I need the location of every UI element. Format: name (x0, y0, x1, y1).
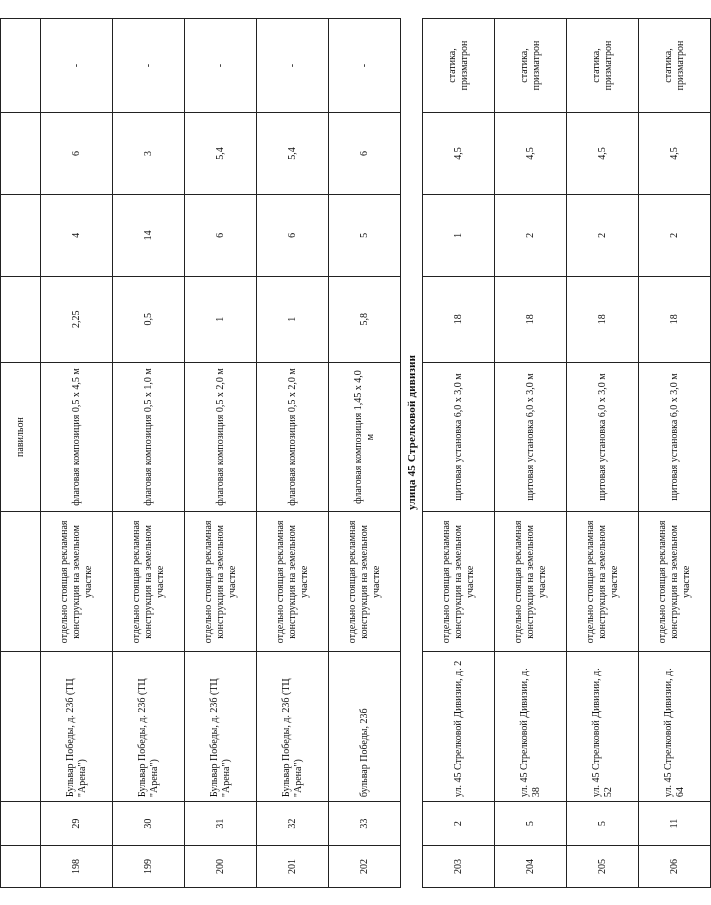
cell-desc: щитовая установка 6,0 х 3,0 м (423, 362, 495, 512)
cell-n: 205 (567, 846, 639, 888)
cell-address: Бульвар Победы, д. 23б (ТЦ "Арена") (113, 652, 185, 802)
table-row-fragment (1, 19, 41, 888)
cell-id: 11 (639, 802, 711, 846)
cell-desc: флаговая композиция 1,45 х 4,0 м (329, 362, 401, 512)
table-body-group-b (423, 19, 711, 888)
cell-n: 198 (41, 846, 113, 888)
cell-type: отдельно стоящая рекламная конструкция на земельном участке (495, 512, 567, 652)
table-row (257, 19, 329, 888)
cell-area: 18 (639, 276, 711, 362)
cell-id: 5 (495, 802, 567, 846)
cell-address: ул. 45 Стрелковой Дивизии, д. 2 (423, 652, 495, 802)
cell-height: 4,5 (423, 113, 495, 195)
cell-count: 2 (495, 194, 567, 276)
cell-kind: - (41, 19, 113, 113)
cell-address: ул. 45 Стрелковой Дивизии, д. 52 (567, 652, 639, 802)
cell-id: 33 (329, 802, 401, 846)
fragment-cell: павильон (1, 362, 41, 512)
cell-address: ул. 45 Стрелковой Дивизии, д. 38 (495, 652, 567, 802)
cell-desc: щитовая установка 6,0 х 3,0 м (639, 362, 711, 512)
cell-area: 5,8 (329, 276, 401, 362)
ad-structures-table (0, 18, 711, 888)
cell-area: 0,5 (113, 276, 185, 362)
cell-kind: статика, призматрон (639, 19, 711, 113)
cell-address: Бульвар Победы, д. 23б (ТЦ "Арена") (185, 652, 257, 802)
cell-count: 5 (329, 194, 401, 276)
cell-kind: - (257, 19, 329, 113)
cell-desc: флаговая композиция 0,5 х 2,0 м (185, 362, 257, 512)
cell-type: отдельно стоящая рекламная конструкция на земельном участке (639, 512, 711, 652)
table-row (113, 19, 185, 888)
cell-count: 6 (257, 194, 329, 276)
cell-desc: флаговая композиция 0,5 х 2,0 м (257, 362, 329, 512)
cell-id: 29 (41, 802, 113, 846)
cell-type: отдельно стоящая рекламная конструкция на земельном участке (185, 512, 257, 652)
cell-area: 1 (257, 276, 329, 362)
cell-height: 4,5 (567, 113, 639, 195)
cell-kind: - (329, 19, 401, 113)
cell-id: 32 (257, 802, 329, 846)
cell-kind: статика, призматрон (423, 19, 495, 113)
cell-count: 4 (41, 194, 113, 276)
table-row (185, 19, 257, 888)
cell-n: 200 (185, 846, 257, 888)
cell-type: отдельно стоящая рекламная конструкция на земельном участке (113, 512, 185, 652)
cell-type: отдельно стоящая рекламная конструкция на земельном участке (329, 512, 401, 652)
cell-count: 2 (567, 194, 639, 276)
cell-desc: флаговая композиция 0,5 х 4,5 м (41, 362, 113, 512)
cell-address: бульвар Победы, 23б (329, 652, 401, 802)
cell-kind: статика, призматрон (495, 19, 567, 113)
cell-area: 18 (567, 276, 639, 362)
cell-area: 18 (423, 276, 495, 362)
cell-address: ул. 45 Стрелковой Дивизии, д. 64 (639, 652, 711, 802)
cell-n: 206 (639, 846, 711, 888)
cell-area: 1 (185, 276, 257, 362)
rotated-table-page (0, 18, 692, 888)
cell-kind: - (113, 19, 185, 113)
cell-id: 2 (423, 802, 495, 846)
table-row (423, 19, 495, 888)
section-title: улица 45 Стрелковой дивизии (401, 19, 423, 512)
cell-n: 199 (113, 846, 185, 888)
cell-height: 6 (329, 113, 401, 195)
cell-area: 2,25 (41, 276, 113, 362)
cell-height: 5,4 (257, 113, 329, 195)
cell-id: 30 (113, 802, 185, 846)
section-header-row (401, 19, 423, 888)
cell-type: отдельно стоящая рекламная конструкция на земельном участке (257, 512, 329, 652)
table-row (495, 19, 567, 888)
cell-type: отдельно стоящая рекламная конструкция на земельном участке (41, 512, 113, 652)
table-row (41, 19, 113, 888)
cell-count: 2 (639, 194, 711, 276)
section-row-group (401, 19, 423, 888)
cell-area: 18 (495, 276, 567, 362)
cell-desc: щитовая установка 6,0 х 3,0 м (567, 362, 639, 512)
cell-type: отдельно стоящая рекламная конструкция на земельном участке (423, 512, 495, 652)
cell-height: 6 (41, 113, 113, 195)
cell-n: 204 (495, 846, 567, 888)
cell-desc: флаговая композиция 0,5 х 1,0 м (113, 362, 185, 512)
cell-address: Бульвар Победы, д. 23б (ТЦ "Арена") (257, 652, 329, 802)
table-row (567, 19, 639, 888)
cell-kind: - (185, 19, 257, 113)
cell-desc: щитовая установка 6,0 х 3,0 м (495, 362, 567, 512)
cell-address: Бульвар Победы, д. 23б (ТЦ "Арена") (41, 652, 113, 802)
cell-id: 31 (185, 802, 257, 846)
table-row (329, 19, 401, 888)
cell-n: 202 (329, 846, 401, 888)
cell-id: 5 (567, 802, 639, 846)
table-row (639, 19, 711, 888)
cell-count: 1 (423, 194, 495, 276)
table-body-group-a (1, 19, 401, 888)
cell-height: 5,4 (185, 113, 257, 195)
cell-count: 6 (185, 194, 257, 276)
cell-height: 3 (113, 113, 185, 195)
cell-kind: статика, призматрон (567, 19, 639, 113)
cell-n: 203 (423, 846, 495, 888)
cell-height: 4,5 (495, 113, 567, 195)
cell-type: отдельно стоящая рекламная конструкция на земельном участке (567, 512, 639, 652)
cell-height: 4,5 (639, 113, 711, 195)
cell-count: 14 (113, 194, 185, 276)
cell-n: 201 (257, 846, 329, 888)
